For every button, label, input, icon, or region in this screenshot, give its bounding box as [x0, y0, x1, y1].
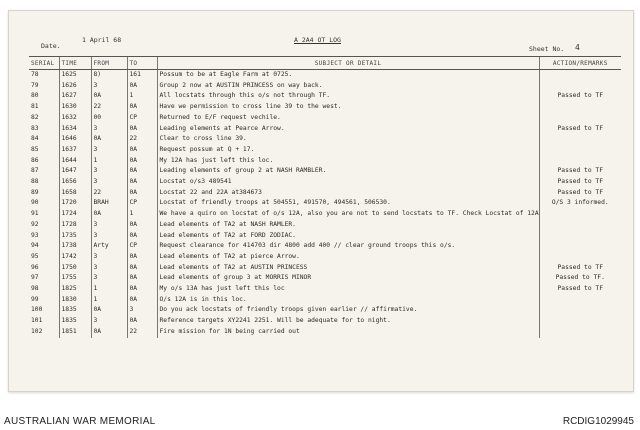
- cell-from: 3: [91, 177, 127, 188]
- cell-time: 1634: [59, 124, 91, 135]
- cell-subject: Request clearance for 414703 dir 4800 add 400 // clear ground troops this o/s.: [157, 241, 539, 252]
- cell-action: [539, 113, 621, 124]
- cell-serial: 85: [31, 145, 39, 153]
- cell-time: 1742: [59, 252, 91, 263]
- table-row: [29, 295, 621, 306]
- cell-to: 0A: [127, 102, 157, 113]
- cell-time: 1830: [59, 295, 91, 306]
- cell-time: 1750: [59, 263, 91, 274]
- table-row: [29, 327, 621, 338]
- cell-subject: Lead elements of TA2 at FORD ZODIAC.: [157, 231, 539, 242]
- table-row: [29, 102, 621, 113]
- archive-reference: RCDIG1029945: [562, 416, 634, 427]
- table-row: [29, 145, 621, 156]
- cell-time: 1720: [59, 198, 91, 209]
- table-row: [29, 263, 621, 274]
- cell-from: Arty: [91, 241, 127, 252]
- cell-to: 0A: [127, 273, 157, 284]
- cell-time: 1626: [59, 81, 91, 92]
- sheet-number: 4: [575, 43, 580, 52]
- table-row: [29, 124, 621, 135]
- cell-serial: 83: [31, 124, 39, 132]
- cell-time: 1627: [59, 91, 91, 102]
- table-row: [29, 209, 621, 220]
- cell-action: [539, 220, 621, 231]
- cell-time: 1724: [59, 209, 91, 220]
- cell-from: 0A: [91, 209, 127, 220]
- cell-serial: 96: [31, 263, 39, 271]
- cell-subject: Clear to cross line 39.: [157, 134, 539, 145]
- cell-subject: Locstat o/s3 489541: [157, 177, 539, 188]
- log-table: [29, 56, 621, 338]
- cell-time: 1851: [59, 327, 91, 338]
- cell-subject: Group 2 now at AUSTIN PRINCESS on way back.: [157, 81, 539, 92]
- cell-subject: Returned to E/F request vechile.: [157, 113, 539, 124]
- cell-to: 161: [127, 70, 157, 81]
- cell-from: 1: [91, 156, 127, 167]
- cell-action: Passed to TF: [539, 263, 621, 274]
- cell-subject: Lead elements of TA2 at NASH RAMLER.: [157, 220, 539, 231]
- date-label: Date.: [41, 42, 61, 50]
- cell-serial: 102: [31, 327, 43, 335]
- cell-time: 1644: [59, 156, 91, 167]
- cell-action: [539, 145, 621, 156]
- cell-to: 0A: [127, 124, 157, 135]
- cell-subject: O/s 12A is in this loc.: [157, 295, 539, 306]
- table-row: [29, 241, 621, 252]
- cell-serial: 93: [31, 231, 39, 239]
- cell-time: 1755: [59, 273, 91, 284]
- cell-from: 3: [91, 145, 127, 156]
- cell-from: 22: [91, 188, 127, 199]
- cell-to: 22: [127, 134, 157, 145]
- cell-from: 3: [91, 316, 127, 327]
- table-row: [29, 252, 621, 263]
- cell-to: 0A: [127, 81, 157, 92]
- cell-to: CP: [127, 113, 157, 124]
- table-row: [29, 316, 621, 327]
- cell-action: Passed to TF: [539, 124, 621, 135]
- cell-time: 1625: [59, 70, 91, 81]
- cell-to: 0A: [127, 284, 157, 295]
- cell-serial: 100: [31, 306, 43, 314]
- cell-time: 1646: [59, 134, 91, 145]
- log-body: [29, 70, 621, 338]
- cell-from: 3: [91, 252, 127, 263]
- cell-from: BRAH: [91, 198, 127, 209]
- table-row: [29, 91, 621, 102]
- cell-time: 1637: [59, 145, 91, 156]
- cell-to: 0A: [127, 177, 157, 188]
- cell-subject: Lead elements of TA2 at pierce Arrow.: [157, 252, 539, 263]
- cell-to: CP: [127, 241, 157, 252]
- cell-time: 1630: [59, 102, 91, 113]
- cell-serial: 90: [31, 199, 39, 207]
- cell-subject: Leading elements at Pearce Arrow.: [157, 124, 539, 135]
- table-row: [29, 177, 621, 188]
- cell-time: 1658: [59, 188, 91, 199]
- cell-subject: Lead elements of TA2 at AUSTIN PRINCESS: [157, 263, 539, 274]
- cell-to: 0A: [127, 231, 157, 242]
- table-row: [29, 284, 621, 295]
- cell-subject: Have we permission to cross line 39 to the west.: [157, 102, 539, 113]
- cell-action: Passed to TF.: [539, 273, 621, 284]
- cell-to: 0A: [127, 156, 157, 167]
- cell-from: 3: [91, 273, 127, 284]
- col-serial: SERIAL: [29, 57, 59, 70]
- cell-action: [539, 305, 621, 316]
- cell-to: 0A: [127, 295, 157, 306]
- cell-action: [539, 209, 621, 220]
- cell-action: [539, 327, 621, 338]
- cell-to: 0A: [127, 145, 157, 156]
- cell-action: [539, 316, 621, 327]
- cell-action: [539, 70, 621, 81]
- cell-serial: 92: [31, 220, 39, 228]
- cell-to: 3: [127, 305, 157, 316]
- cell-serial: 79: [31, 81, 39, 89]
- cell-time: 1735: [59, 231, 91, 242]
- cell-to: 0A: [127, 252, 157, 263]
- cell-serial: 91: [31, 210, 39, 218]
- cell-subject: My 12A has just left this loc.: [157, 156, 539, 167]
- cell-subject: My o/s 13A has just left this loc: [157, 284, 539, 295]
- cell-action: Passed to TF: [539, 166, 621, 177]
- cell-action: [539, 134, 621, 145]
- archive-caption: AUSTRALIAN WAR MEMORIAL: [4, 416, 156, 427]
- cell-from: 3: [91, 81, 127, 92]
- cell-from: 00: [91, 113, 127, 124]
- cell-subject: Leading elements of group 2 at NASH RAMBLER.: [157, 166, 539, 177]
- cell-from: 0A: [91, 134, 127, 145]
- cell-action: O/S 3 informed.: [539, 198, 621, 209]
- cell-time: 1835: [59, 305, 91, 316]
- cell-from: 22: [91, 102, 127, 113]
- col-action: ACTION/REMARKS: [539, 57, 621, 70]
- cell-subject: Reference targets XY2241 2251. Will be adequate for to night.: [157, 316, 539, 327]
- table-row: [29, 70, 621, 81]
- cell-serial: 80: [31, 92, 39, 100]
- cell-action: [539, 295, 621, 306]
- table-row: [29, 220, 621, 231]
- cell-time: 1728: [59, 220, 91, 231]
- cell-to: 0A: [127, 188, 157, 199]
- date-value: 1 April 68: [82, 36, 122, 44]
- table-row: [29, 231, 621, 242]
- cell-to: CP: [127, 198, 157, 209]
- cell-time: 1632: [59, 113, 91, 124]
- table-row: [29, 156, 621, 167]
- table-row: [29, 305, 621, 316]
- cell-serial: 94: [31, 242, 39, 250]
- cell-from: 3: [91, 263, 127, 274]
- col-subject: SUBJECT OR DETAIL: [157, 57, 539, 70]
- cell-to: 0A: [127, 316, 157, 327]
- cell-action: Passed to TF: [539, 91, 621, 102]
- cell-from: 0A: [91, 91, 127, 102]
- cell-time: 1825: [59, 284, 91, 295]
- cell-serial: 99: [31, 295, 39, 303]
- cell-serial: 81: [31, 103, 39, 111]
- cell-action: [539, 231, 621, 242]
- cell-action: [539, 252, 621, 263]
- col-from: FROM: [91, 57, 127, 70]
- cell-subject: We have a quiro on locstat of o/s 12A, also you are not to send locstats to TF. Check Locstat of 12A: [157, 209, 539, 220]
- col-time: TIME: [59, 57, 91, 70]
- cell-action: [539, 81, 621, 92]
- sheet-label: Sheet No.: [529, 45, 565, 53]
- cell-subject: Fire mission for 1N being carried out: [157, 327, 539, 338]
- cell-from: 3: [91, 220, 127, 231]
- cell-serial: 97: [31, 274, 39, 282]
- cell-time: 1835: [59, 316, 91, 327]
- table-row: [29, 113, 621, 124]
- cell-from: 3: [91, 231, 127, 242]
- cell-serial: 84: [31, 135, 39, 143]
- table-row: [29, 166, 621, 177]
- cell-subject: All locstats through this o/s not through TF.: [157, 91, 539, 102]
- cell-subject: Locstat 22 and 22A at384673: [157, 188, 539, 199]
- table-row: [29, 198, 621, 209]
- cell-from: 3: [91, 166, 127, 177]
- header-row: [29, 57, 621, 70]
- cell-time: 1738: [59, 241, 91, 252]
- cell-action: Passed to TF: [539, 284, 621, 295]
- cell-serial: 78: [31, 71, 39, 78]
- cell-subject: Do you ack locstats of friendly troops given earlier // affirmative.: [157, 305, 539, 316]
- cell-subject: Lead elements of group 3 at MORRIS MINOR: [157, 273, 539, 284]
- cell-action: [539, 241, 621, 252]
- cell-action: Passed to TF: [539, 177, 621, 188]
- cell-from: 8): [91, 70, 127, 81]
- cell-serial: 95: [31, 252, 39, 260]
- table-row: [29, 134, 621, 145]
- cell-serial: 87: [31, 167, 39, 175]
- cell-time: 1656: [59, 177, 91, 188]
- cell-from: 3: [91, 124, 127, 135]
- cell-from: 0A: [91, 327, 127, 338]
- cell-subject: Possum to be at Eagle Farm at 0725.: [157, 70, 539, 81]
- cell-action: [539, 156, 621, 167]
- cell-subject: Locstat of friendly troops at 504551, 491570, 494561, 506530.: [157, 198, 539, 209]
- cell-to: 0A: [127, 166, 157, 177]
- cell-to: 0A: [127, 263, 157, 274]
- cell-serial: 98: [31, 285, 39, 293]
- cell-from: 0A: [91, 305, 127, 316]
- cell-serial: 86: [31, 156, 39, 164]
- cell-from: 1: [91, 295, 127, 306]
- cell-serial: 88: [31, 178, 39, 186]
- cell-serial: 82: [31, 113, 39, 121]
- log-sheet: [8, 10, 634, 392]
- cell-serial: 101: [31, 317, 43, 325]
- cell-to: 0A: [127, 220, 157, 231]
- cell-to: 1: [127, 91, 157, 102]
- table-row: [29, 273, 621, 284]
- log-title: A 2A4 OT LOG: [294, 36, 341, 44]
- cell-action: Passed to TF: [539, 188, 621, 199]
- col-to: TO: [127, 57, 157, 70]
- cell-serial: 89: [31, 188, 39, 196]
- table-row: [29, 188, 621, 199]
- cell-to: 1: [127, 209, 157, 220]
- cell-subject: Request possum at Q + 17.: [157, 145, 539, 156]
- table-row: [29, 81, 621, 92]
- cell-from: 1: [91, 284, 127, 295]
- cell-action: [539, 102, 621, 113]
- cell-to: 22: [127, 327, 157, 338]
- cell-time: 1647: [59, 166, 91, 177]
